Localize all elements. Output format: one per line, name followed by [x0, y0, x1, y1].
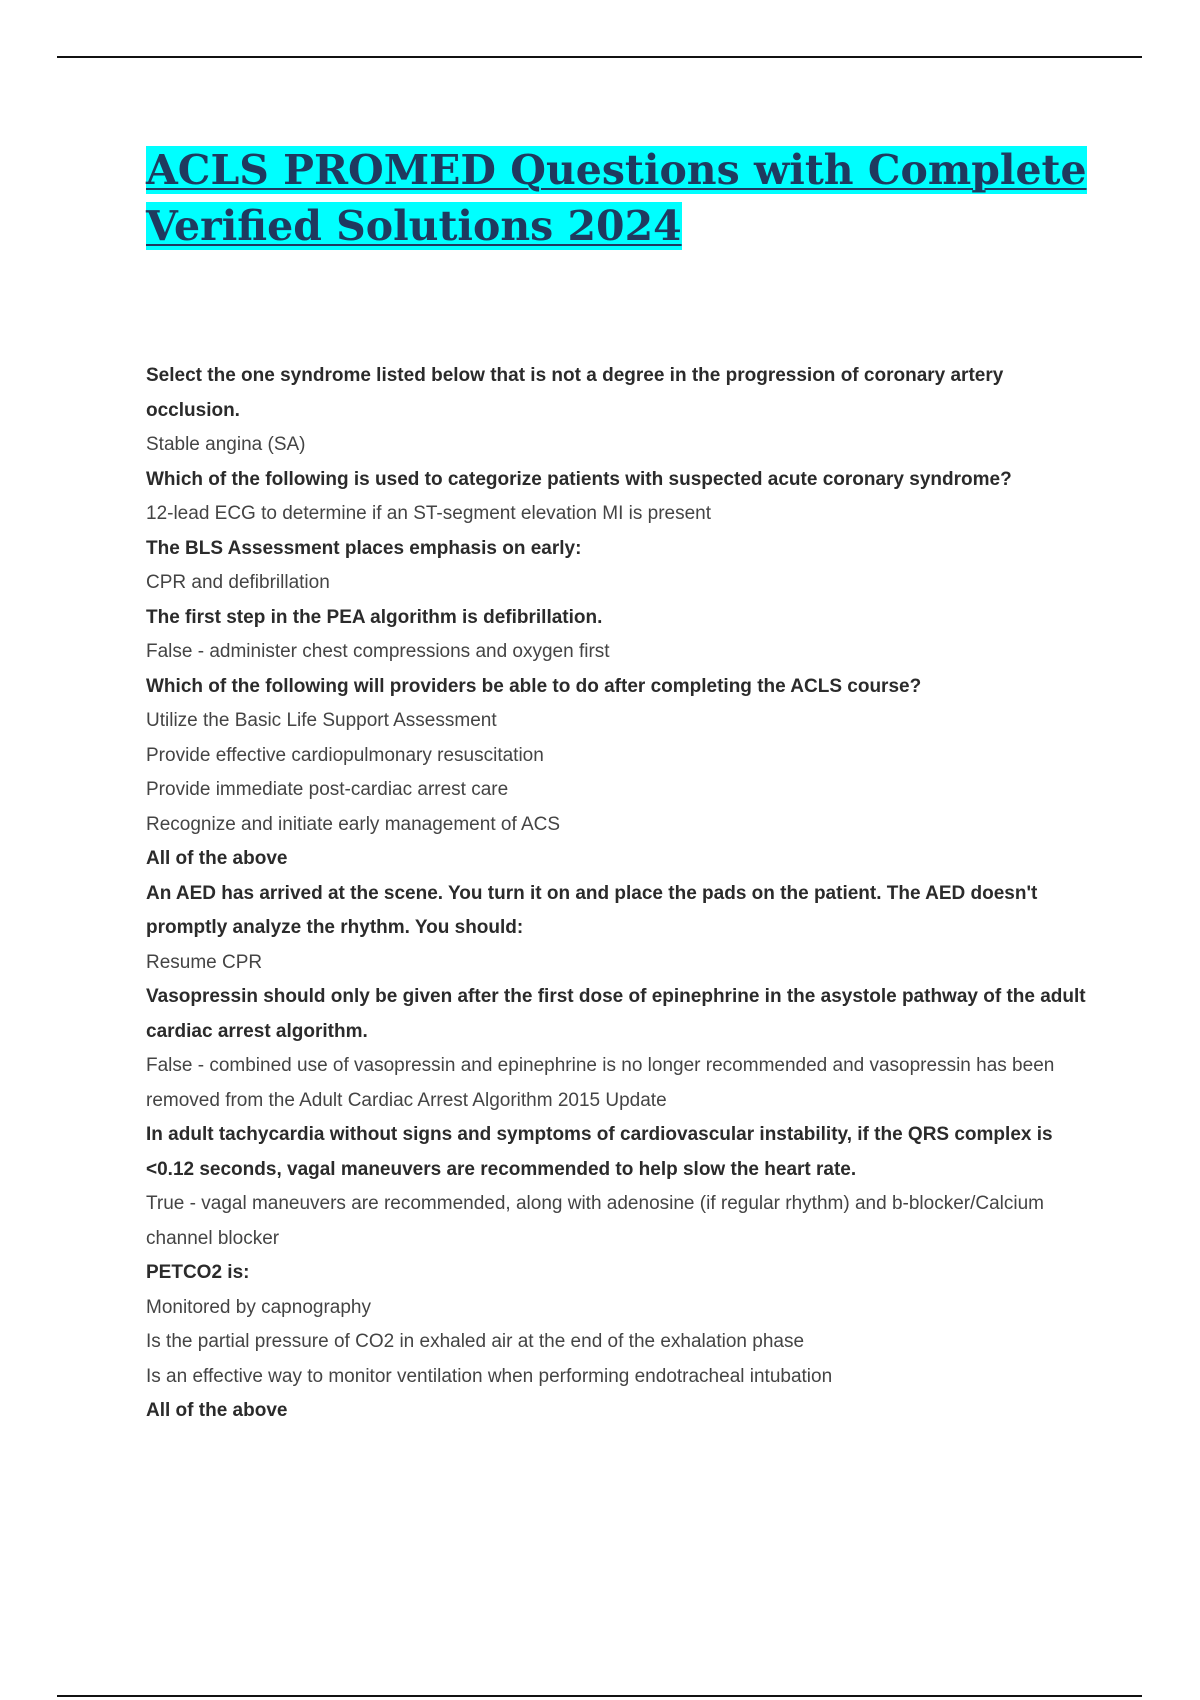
answer-9-option-3: Is an effective way to monitor ventilation when performing endotracheal intubation [146, 1365, 833, 1387]
answer-5-option-2: Provide effective cardiopulmonary resuscitation [146, 744, 544, 766]
question-3: The BLS Assessment places emphasis on early: [146, 537, 582, 559]
question-2: Which of the following is used to categorize patients with suspected acute coronary syndrome? [146, 468, 1012, 490]
answer-7: False - combined use of vasopressin and epinephrine is no longer recommended and vasopressin has been removed from the Adult Cardiac Arrest Algorithm 2015 Update [146, 1055, 1055, 1111]
question-1: Select the one syndrome listed below that is not a degree in the progression of coronary artery occlusion. [146, 365, 1004, 421]
answer-3: CPR and defibrillation [146, 572, 330, 593]
bottom-rule [57, 1695, 1142, 1697]
answer-8: True - vagal maneuvers are recommended, along with adenosine (if regular rhythm) and b-blocker/Calcium channel blocker [146, 1193, 1044, 1249]
answer-6: Resume CPR [146, 951, 263, 973]
question-8: In adult tachycardia without signs and symptoms of cardiovascular instability, if the QRS complex is <0.12 seconds, vagal maneuvers are recommended to help slow the heart rate. [146, 1124, 1053, 1180]
answer-5-option-4: Recognize and initiate early management of ACS [146, 813, 561, 835]
answer-9-option-2: Is the partial pressure of CO2 in exhaled air at the end of the exhalation phase [146, 1331, 805, 1352]
top-rule [57, 56, 1142, 58]
answer-4: False - administer chest compressions and oxygen first [146, 641, 610, 662]
answer-1: Stable angina (SA) [146, 434, 306, 455]
question-9: PETCO2 is: [146, 1262, 250, 1283]
question-6: An AED has arrived at the scene. You turn it on and place the pads on the patient. The AED doesn't promptly analyze the rhythm. You should: [146, 882, 1038, 938]
answer-2: 12-lead ECG to determine if an ST-segment elevation MI is present [146, 503, 711, 524]
page-title-text: ACLS PROMED Questions with Complete Verified Solutions 2024 [146, 146, 1087, 250]
answer-5-option-3: Provide immediate post-cardiac arrest care [146, 779, 509, 800]
question-5: Which of the following will providers be able to do after completing the ACLS course? [146, 675, 922, 697]
question-7: Vasopressin should only be given after the first dose of epinephrine in the asystole pathway of the adult cardiac arrest algorithm. [146, 986, 1086, 1042]
answer-5-option-1: Utilize the Basic Life Support Assessment [146, 710, 497, 731]
qa-list [146, 359, 1096, 1429]
answer-9-all-of-the-above: All of the above [146, 1400, 288, 1421]
answer-5-all-of-the-above: All of the above [146, 848, 288, 869]
question-4: The first step in the PEA algorithm is defibrillation. [146, 606, 603, 628]
page-title [146, 142, 1146, 254]
answer-9-option-1: Monitored by capnography [146, 1296, 371, 1318]
